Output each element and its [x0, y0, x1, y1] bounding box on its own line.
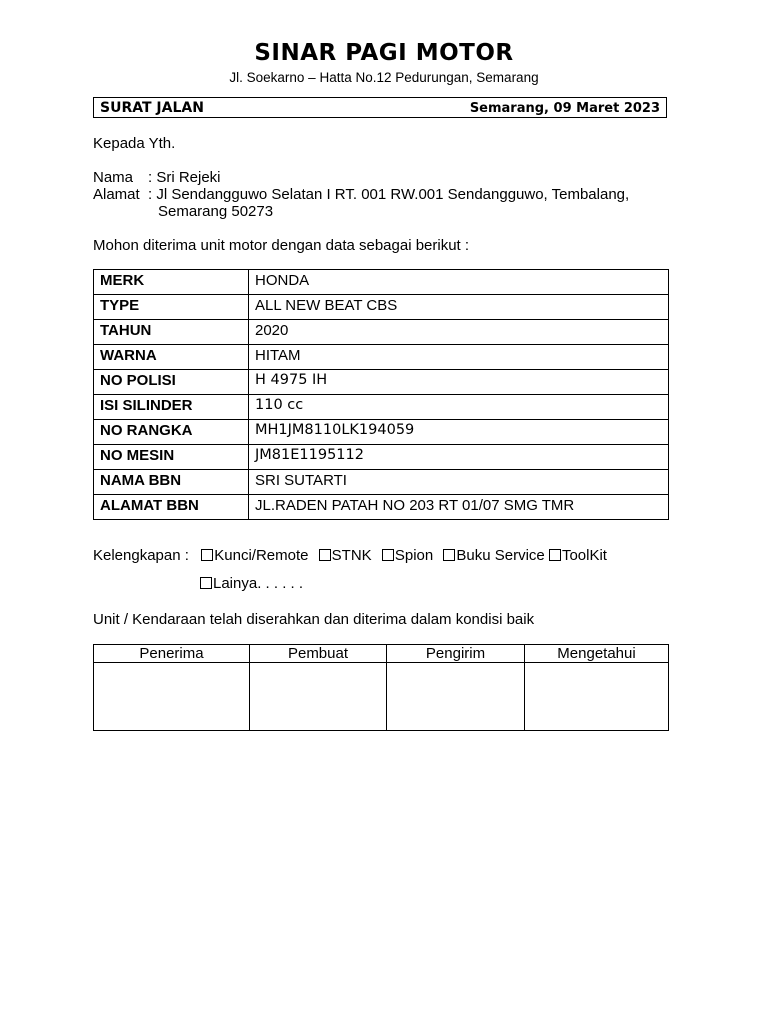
row-label: TYPE — [94, 295, 249, 320]
row-label: NO RANGKA — [94, 420, 249, 445]
row-value: ALL NEW BEAT CBS — [249, 295, 669, 320]
signature-box-mengetahui — [525, 663, 669, 731]
checkbox-lainya[interactable] — [200, 575, 303, 592]
row-value: HONDA — [249, 270, 669, 295]
checkbox-stnk[interactable] — [319, 547, 372, 564]
row-label: TAHUN — [94, 320, 249, 345]
document-header — [93, 97, 667, 118]
row-value: 110 cc — [249, 395, 669, 420]
row-value: MH1JM8110LK194059 — [249, 420, 669, 445]
signature-box-pengirim — [387, 663, 525, 731]
row-label: NAMA BBN — [94, 470, 249, 495]
checkbox-icon — [200, 577, 212, 589]
checkbox-label: Lainya. . . . . . — [213, 575, 304, 592]
checkbox-icon — [382, 549, 394, 561]
table-row — [94, 295, 669, 320]
checkbox-label: Buku Service — [456, 547, 545, 564]
checkbox-buku-service[interactable] — [443, 547, 544, 564]
checkbox-icon — [549, 549, 561, 561]
recipient-name-label: Nama — [93, 169, 134, 186]
row-value: HITAM — [249, 345, 669, 370]
completeness-row — [93, 547, 613, 564]
signature-header-pengirim: Pengirim — [387, 645, 525, 663]
table-row — [94, 495, 669, 520]
checkbox-spion[interactable] — [382, 547, 433, 564]
document-date: Semarang, 09 Maret 2023 — [469, 101, 660, 116]
row-value: 2020 — [249, 320, 669, 345]
statement-text: Unit / Kendaraan telah diserahkan dan diterima dalam kondisi baik — [93, 611, 535, 628]
row-label: NO POLISI — [94, 370, 249, 395]
checkbox-kunci-remote[interactable] — [201, 547, 308, 564]
row-label: ALAMAT BBN — [94, 495, 249, 520]
table-row — [94, 270, 669, 295]
table-row — [94, 445, 669, 470]
table-row — [94, 370, 669, 395]
table-row — [94, 395, 669, 420]
checkbox-icon — [443, 549, 455, 561]
signature-header-row — [94, 645, 669, 663]
recipient-address-line2: Semarang 50273 — [158, 203, 274, 220]
table-row — [94, 345, 669, 370]
row-value: JL.RADEN PATAH NO 203 RT 01/07 SMG TMR — [249, 495, 669, 520]
vehicle-table — [93, 269, 669, 520]
recipient-name: : Sri Rejeki — [148, 169, 221, 186]
completeness-label: Kelengkapan : — [93, 547, 189, 564]
row-value: H 4975 IH — [249, 370, 669, 395]
row-label: MERK — [94, 270, 249, 295]
signature-header-penerima: Penerima — [94, 645, 250, 663]
company-address: Jl. Soekarno – Hatta No.12 Pedurungan, Semarang — [229, 70, 539, 85]
intro-text: Mohon diterima unit motor dengan data sebagai berikut : — [93, 237, 470, 254]
signature-table — [93, 644, 669, 731]
recipient-address-label: Alamat — [93, 186, 140, 203]
document-type: SURAT JALAN — [100, 100, 204, 116]
company-name: SINAR PAGI MOTOR — [254, 40, 514, 66]
checkbox-label: Kunci/Remote — [214, 547, 309, 564]
table-row — [94, 420, 669, 445]
checkbox-label: Spion — [394, 547, 434, 564]
row-label: ISI SILINDER — [94, 395, 249, 420]
checkbox-icon — [201, 549, 213, 561]
checkbox-label: ToolKit — [561, 547, 607, 564]
row-label: NO MESIN — [94, 445, 249, 470]
recipient-address-line1: : Jl Sendangguwo Selatan I RT. 001 RW.001 Sendangguwo, Tembalang, — [148, 186, 630, 203]
checkbox-icon — [319, 549, 331, 561]
checkbox-label: STNK — [331, 547, 372, 564]
checkbox-toolkit[interactable] — [549, 547, 607, 564]
signature-space-row — [94, 663, 669, 731]
signature-box-penerima — [94, 663, 250, 731]
signature-box-pembuat — [250, 663, 387, 731]
row-label: WARNA — [94, 345, 249, 370]
table-row — [94, 470, 669, 495]
signature-header-mengetahui: Mengetahui — [525, 645, 669, 663]
signature-header-pembuat: Pembuat — [250, 645, 387, 663]
greeting: Kepada Yth. — [93, 135, 176, 152]
row-value: SRI SUTARTI — [249, 470, 669, 495]
table-row — [94, 320, 669, 345]
row-value: JM81E1195112 — [249, 445, 669, 470]
